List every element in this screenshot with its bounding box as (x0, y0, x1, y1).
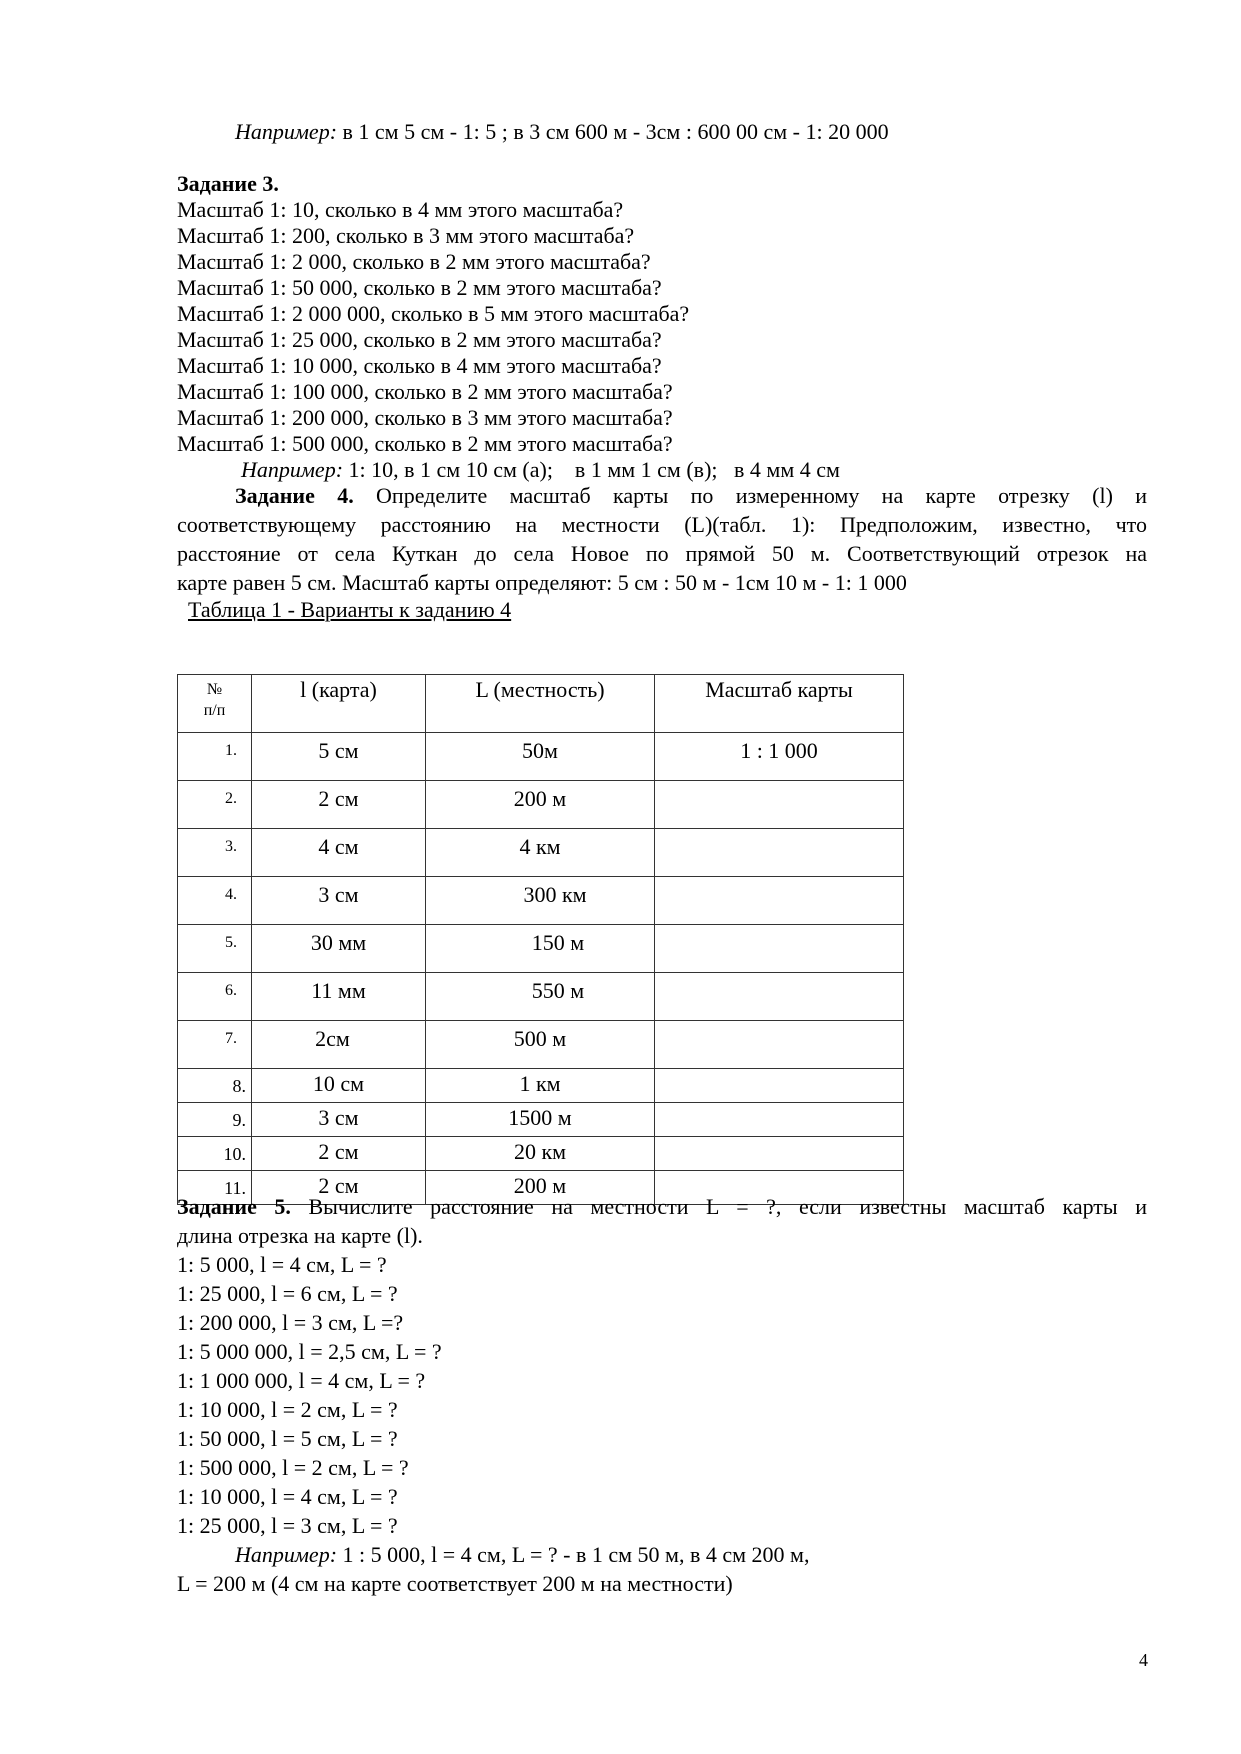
table-row (178, 829, 904, 877)
task5-paragraph-line2: длина отрезка на карте (l). (177, 1223, 423, 1248)
cell-number: 1. (178, 733, 252, 781)
cell-map-scale: 1 : 1 000 (655, 733, 904, 781)
task3-item: Масштаб 1: 50 000, сколько в 2 мм этого масштаба? (177, 275, 662, 300)
task3-item: Масштаб 1: 25 000, сколько в 2 мм этого масштаба? (177, 327, 662, 352)
cell-map-length: 10 см (252, 1069, 426, 1103)
cell-number: 9. (178, 1103, 252, 1137)
cell-number: 4. (178, 877, 252, 925)
cell-ground-distance: 150 м (426, 925, 655, 973)
cell-number: 8. (178, 1069, 252, 1103)
example-text: 1: 10, в 1 см 10 см (а); в 1 мм 1 см (в); в 4 мм 4 см (343, 457, 840, 482)
header-map-length: l (карта) (252, 675, 426, 733)
task4-text: Определите масштаб карты по измеренному на карте отрезку (l) и (353, 483, 1148, 508)
task5-item: 1: 500 000, l = 2 см, L = ? (177, 1455, 409, 1480)
header-number-label: № п/п (203, 681, 226, 719)
task4-paragraph-line3: расстояние от села Куткан до села Новое по прямой 50 м. Соответствующий отрезок на (177, 541, 1147, 566)
example-label: Например: (241, 457, 344, 482)
cell-map-scale (655, 877, 904, 925)
header-number (178, 675, 252, 733)
cell-map-length: 4 см (252, 829, 426, 877)
cell-ground-distance: 20 км (426, 1137, 655, 1171)
table-header-row (178, 675, 904, 733)
table-row (178, 1021, 904, 1069)
table-row (178, 781, 904, 829)
task5-item: 1: 10 000, l = 2 см, L = ? (177, 1397, 398, 1422)
example-text: в 1 см 5 см - 1: 5 ; в 3 см 600 м - 3см : 600 00 см - 1: 20 000 (337, 119, 889, 144)
cell-ground-distance: 1500 м (426, 1103, 655, 1137)
cell-map-scale (655, 1137, 904, 1171)
task5-item: 1: 50 000, l = 5 см, L = ? (177, 1426, 398, 1451)
example-label: Например: (235, 119, 338, 144)
cell-map-scale (655, 829, 904, 877)
example-top (235, 118, 889, 146)
task5-item: 1: 5 000 000, l = 2,5 см, L = ? (177, 1339, 442, 1364)
cell-map-scale (655, 925, 904, 973)
cell-ground-distance: 300 км (426, 877, 655, 925)
header-map-scale: Масштаб карты (655, 675, 904, 733)
cell-map-length: 2 см (252, 1171, 426, 1205)
header-ground-distance: L (местность) (426, 675, 655, 733)
cell-number: 10. (178, 1137, 252, 1171)
cell-map-length: 11 мм (252, 973, 426, 1021)
table-row (178, 1103, 904, 1137)
task3-item: Масштаб 1: 2 000, сколько в 2 мм этого масштаба? (177, 249, 651, 274)
cell-map-length: 3 см (252, 1103, 426, 1137)
task5-paragraph-line1 (177, 1193, 1147, 1221)
table-caption: Таблица 1 - Варианты к заданию 4 (188, 597, 512, 622)
task4-paragraph-line4: карте равен 5 см. Масштаб карты определяют: 5 см : 50 м - 1см 10 м - 1: 1 000 (177, 570, 907, 595)
example-label: Например: (235, 1542, 338, 1567)
task3-title: Задание 3. (177, 171, 279, 196)
cell-map-length: 3 см (252, 877, 426, 925)
task5-item: 1: 25 000, l = 3 см, L = ? (177, 1513, 398, 1538)
cell-map-scale (655, 1021, 904, 1069)
task5-item: 1: 25 000, l = 6 см, L = ? (177, 1281, 398, 1306)
cell-map-length: 2 см (252, 781, 426, 829)
cell-map-scale (655, 781, 904, 829)
task5-item: 1: 1 000 000, l = 4 см, L = ? (177, 1368, 426, 1393)
task5-item: 1: 10 000, l = 4 см, L = ? (177, 1484, 398, 1509)
table-row (178, 877, 904, 925)
table-row (178, 1137, 904, 1171)
cell-map-scale (655, 973, 904, 1021)
cell-number: 7. (178, 1021, 252, 1069)
cell-number: 2. (178, 781, 252, 829)
task3-item: Масштаб 1: 200, сколько в 3 мм этого масштаба? (177, 223, 635, 248)
cell-ground-distance: 500 м (426, 1021, 655, 1069)
table-row (178, 973, 904, 1021)
task4-paragraph-line2: соответствующему расстоянию на местности (L)(табл. 1): Предположим, известно, что (177, 512, 1147, 537)
task3-item: Масштаб 1: 10, сколько в 4 мм этого масштаба? (177, 197, 624, 222)
cell-number: 3. (178, 829, 252, 877)
variants-table (177, 674, 904, 1205)
task3-item: Масштаб 1: 10 000, сколько в 4 мм этого масштаба? (177, 353, 662, 378)
cell-map-scale (655, 1069, 904, 1103)
cell-ground-distance: 1 км (426, 1069, 655, 1103)
cell-ground-distance: 200 м (426, 781, 655, 829)
task5-example (235, 1541, 809, 1569)
cell-ground-distance: 200 м (426, 1171, 655, 1205)
cell-map-length: 30 мм (252, 925, 426, 973)
cell-map-length: 5 см (252, 733, 426, 781)
cell-number: 11. (178, 1171, 252, 1205)
table-row (178, 925, 904, 973)
cell-map-length: 2 см (252, 1137, 426, 1171)
page-number: 4 (1139, 1650, 1148, 1670)
task5-example-line2: L = 200 м (4 см на карте соответствует 200 м на местности) (177, 1571, 733, 1596)
cell-number: 5. (178, 925, 252, 973)
task5-title: Задание 5. (177, 1194, 291, 1219)
task5-item: 1: 5 000, l = 4 см, L = ? (177, 1252, 387, 1277)
cell-map-scale (655, 1103, 904, 1137)
task3-item: Масштаб 1: 500 000, сколько в 2 мм этого масштаба? (177, 431, 673, 456)
cell-ground-distance: 50м (426, 733, 655, 781)
cell-ground-distance: 550 м (426, 973, 655, 1021)
example-text: 1 : 5 000, l = 4 см, L = ? - в 1 см 50 м, в 4 см 200 м, (337, 1542, 810, 1567)
task3-item: Масштаб 1: 2 000 000, сколько в 5 мм этого масштаба? (177, 301, 690, 326)
task5-text: Вычислите расстояние на местности L = ?, если известны масштаб карты и (290, 1194, 1147, 1219)
task4-paragraph-line1 (177, 482, 1147, 510)
task3-item: Масштаб 1: 100 000, сколько в 2 мм этого масштаба? (177, 379, 673, 404)
cell-ground-distance: 4 км (426, 829, 655, 877)
table-row (178, 1069, 904, 1103)
cell-map-length: 2см (252, 1021, 426, 1069)
cell-number: 6. (178, 973, 252, 1021)
task3-example (241, 456, 840, 484)
task4-title: Задание 4. (235, 483, 354, 508)
task5-item: 1: 200 000, l = 3 см, L =? (177, 1310, 404, 1335)
task3-item: Масштаб 1: 200 000, сколько в 3 мм этого масштаба? (177, 405, 673, 430)
table-row (178, 733, 904, 781)
